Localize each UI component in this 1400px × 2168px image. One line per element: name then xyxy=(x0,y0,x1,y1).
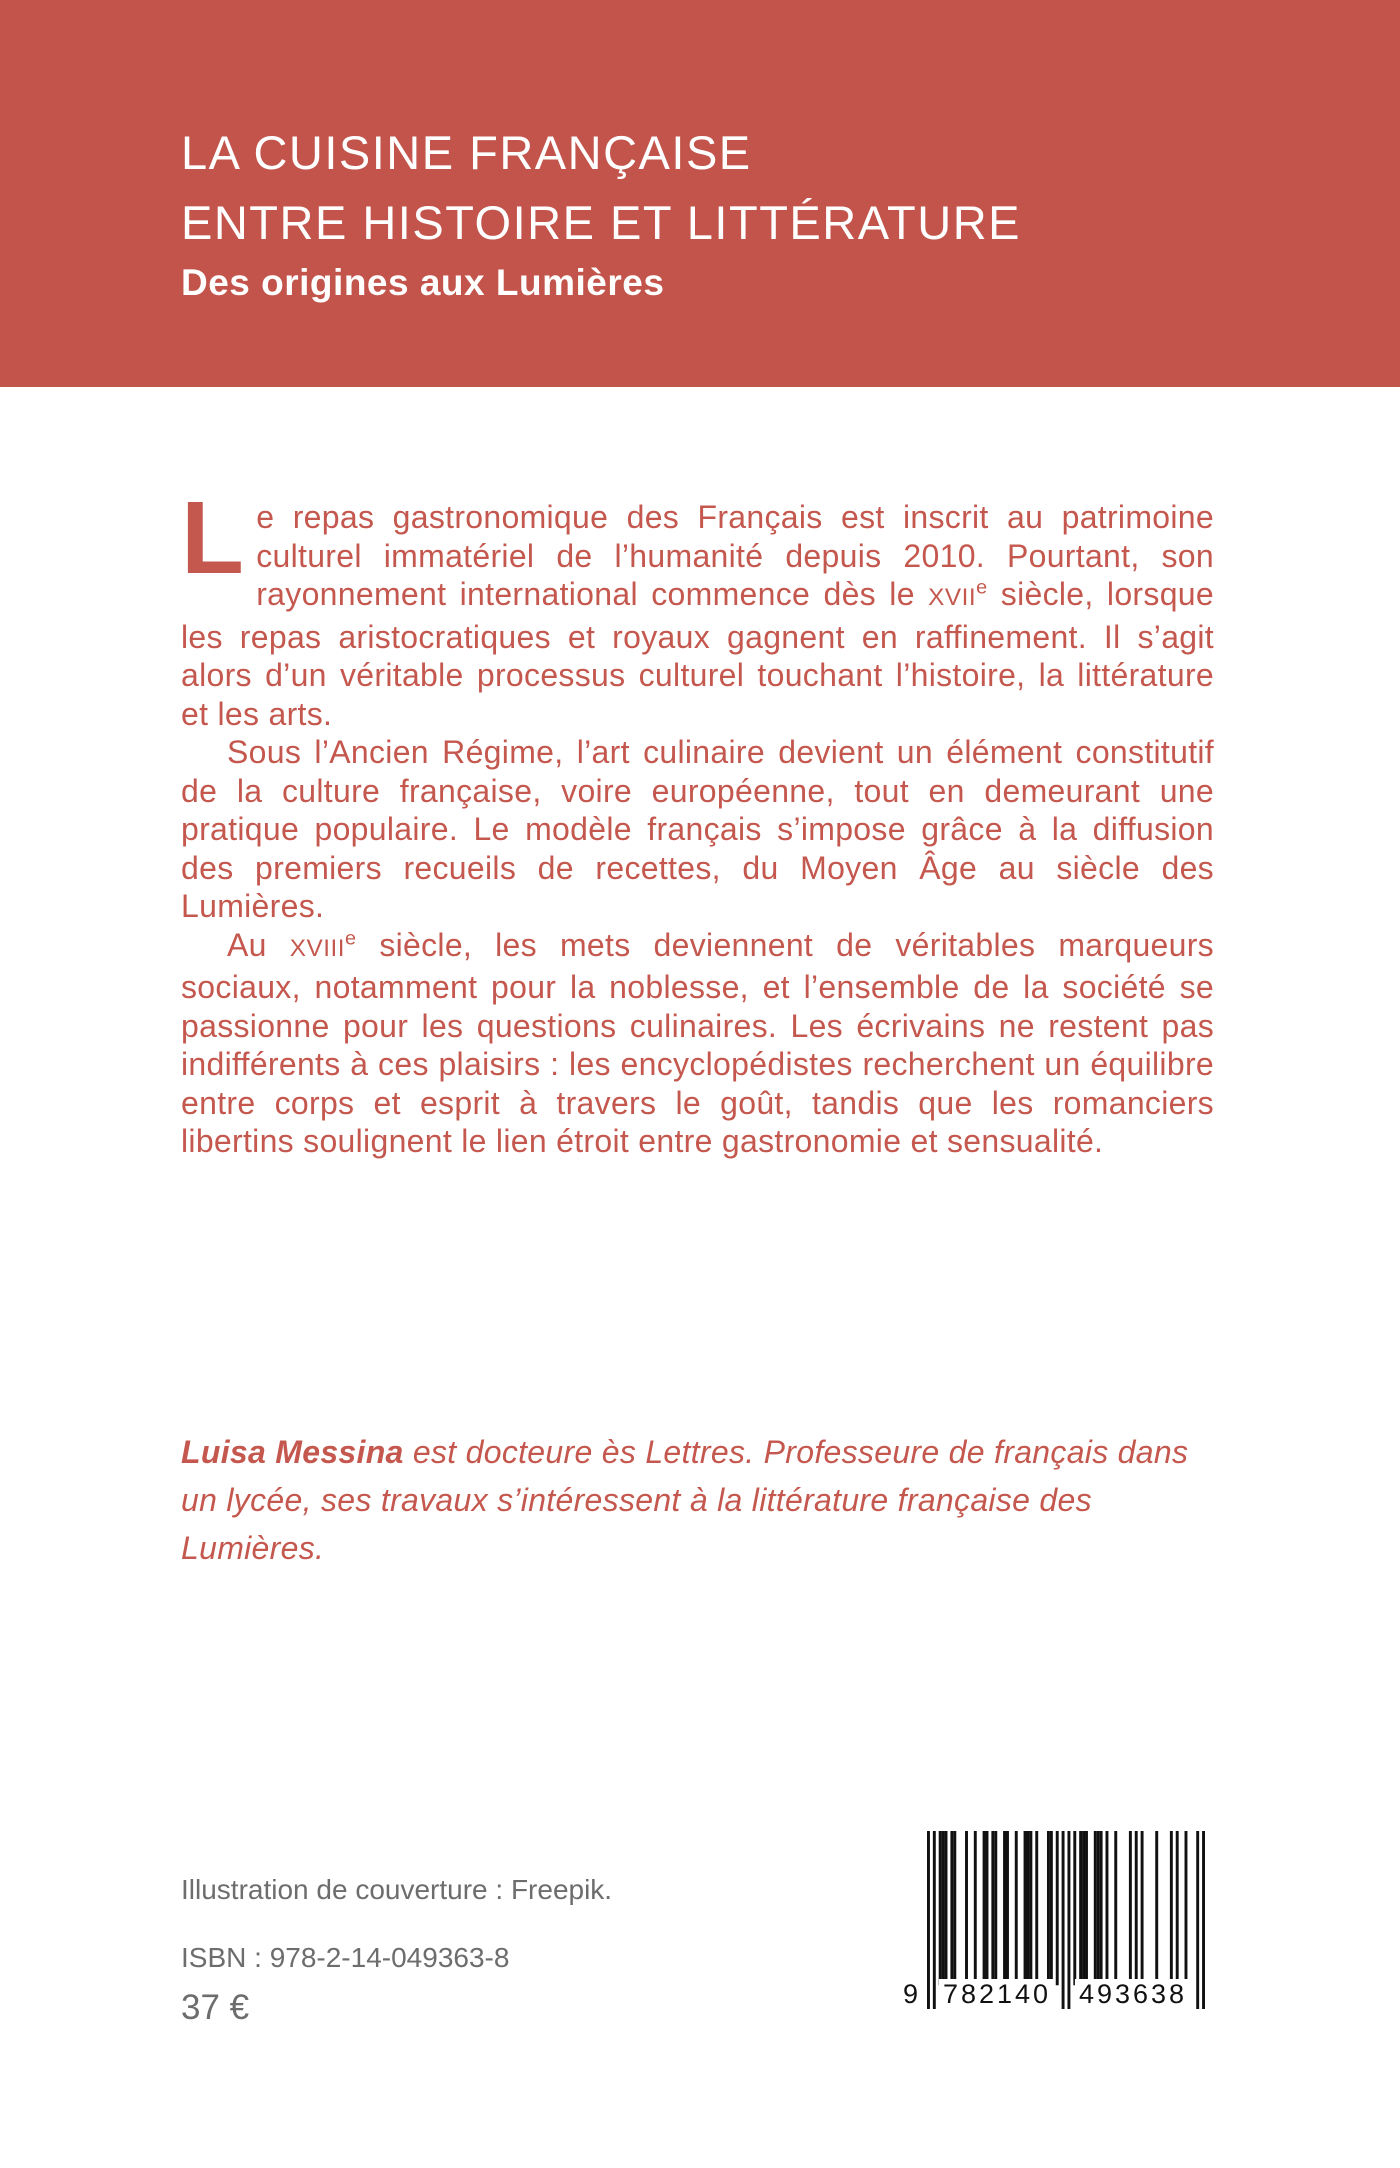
author-bio: Luisa Messina est docteure ès Lettres. Professeure de français dans un lycée, ses travaux s’intéressent à la littérature française des Lumières. xyxy=(181,1434,1189,1566)
book-title-line1: LA CUISINE FRANÇAISE xyxy=(181,126,752,179)
barcode-digit-mid: 782140 xyxy=(939,1979,1055,2009)
book-subtitle: Des origines aux Lumières xyxy=(181,262,665,303)
back-cover-blurb xyxy=(181,480,1214,1161)
barcode xyxy=(903,1831,1205,2009)
price-text: 37 € xyxy=(181,1988,250,2027)
blurb-paragraph: Au XVIIIe siècle, les mets deviennent de véritables marqueurs sociaux, notamment pour la noblesse, et l’ensemble de la société se passionne pour les questions culinaires. Les écrivains ne restent pas indifférents à ces plaisirs : les encyclopédistes recherchent un équilibre entre corps et esprit à travers le goût, tandis que les romanciers libertins soulignent le lien étroit entre gastronomie et sensualité. xyxy=(181,926,1214,1159)
blurb-paragraph: Sous l’Ancien Régime, l’art culinaire devient un élément constitutif de la culture française, voire européenne, tout en demeurant une pratique populaire. Le modèle français s’impose grâce à la diffusion des premiers recueils de recettes, du Moyen Âge au siècle des Lumières. xyxy=(181,734,1214,924)
barcode-digit-left: 9 xyxy=(903,1979,925,2009)
book-title-line2: ENTRE HISTOIRE ET LITTÉRATURE xyxy=(181,196,1021,249)
cover-header-band xyxy=(0,0,1400,387)
isbn-text: ISBN : 978-2-14-049363-8 xyxy=(181,1942,510,1973)
drop-cap: L xyxy=(181,480,245,595)
book-title xyxy=(181,118,1021,258)
cover-illustration-credit: Illustration de couverture : Freepik. xyxy=(181,1874,613,1905)
blurb-paragraph: Le repas gastronomique des Français est inscrit au patrimoine culturel immatériel de l’humanité depuis 2010. Pourtant, son rayonnement international commence dès le XVIIe siècle, lorsque les repas aristocratiques et royaux gagnent en raffinement. Il s’agit alors d’un véritable processus culturel touchant l’histoire, la littérature et les arts. xyxy=(181,480,1214,732)
barcode-digit-right: 493638 xyxy=(1075,1979,1191,2009)
